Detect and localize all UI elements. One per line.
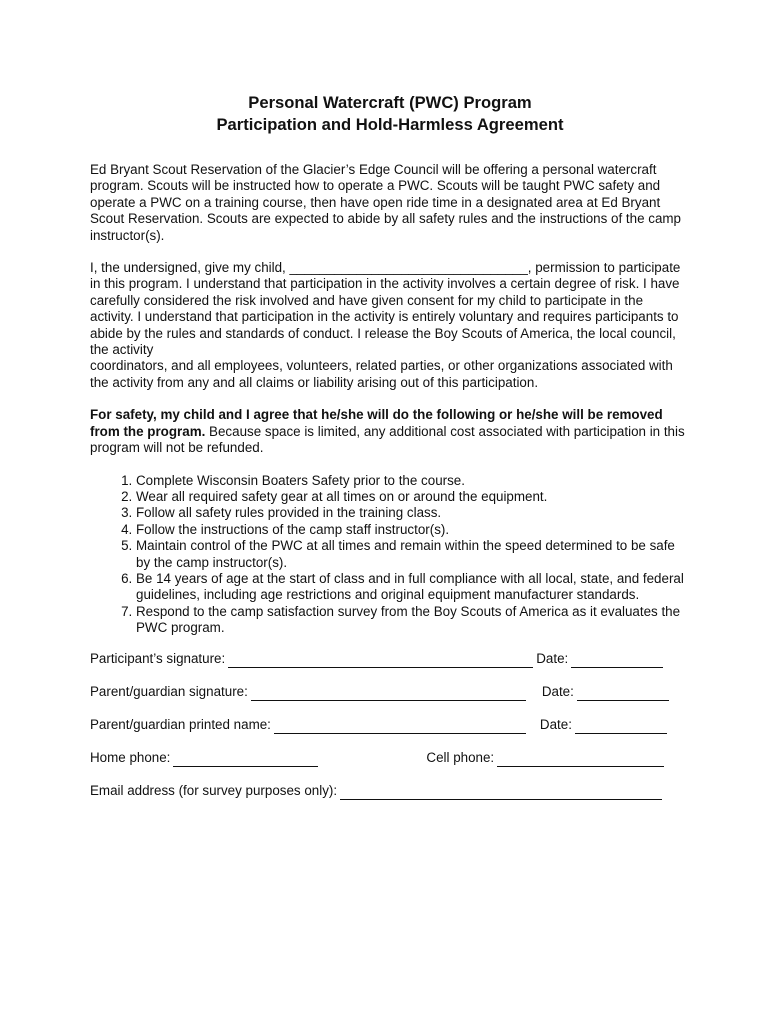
list-item: 5. Maintain control of the PWC at all times and remain within the speed determined to be safe by the camp instructor(s). <box>136 538 690 571</box>
home-phone-label: Home phone: <box>90 750 171 766</box>
parent-date-field[interactable] <box>577 687 669 701</box>
list-item: 7. Respond to the camp satisfaction survey from the Boy Scouts of America as it evaluates the PWC program. <box>136 604 690 637</box>
cell-phone-field[interactable] <box>497 753 664 767</box>
printed-date-label: Date: <box>539 717 572 733</box>
child-name-blank[interactable]: ________________________________ <box>289 260 528 276</box>
phone-row <box>90 751 690 767</box>
email-label: Email address (for survey purposes only): <box>90 783 338 799</box>
participant-signature-label: Participant’s signature: <box>90 651 226 667</box>
consent-start: I, the undersigned, give my child, <box>90 260 290 276</box>
home-phone-field[interactable] <box>173 753 318 767</box>
participant-date-field[interactable] <box>571 654 663 668</box>
parent-printed-name-label: Parent/guardian printed name: <box>90 717 271 733</box>
parent-signature-field[interactable] <box>251 687 526 701</box>
parent-printed-name-row <box>90 718 690 734</box>
consent-rest: , permission to participate in this program. I understand that participation in the activity involves a certain degree of risk. I have carefully considered the risk involved and have given consent for my child to participate in the activity. I understand that participation in the activity is entirely voluntary and requires participants to abide by the rules and standards of conduct. I release the Boy Scouts of America, the local council, the activity <box>90 260 681 358</box>
title-line-2: Participation and Hold-Harmless Agreement <box>216 115 564 134</box>
email-field[interactable] <box>340 786 662 800</box>
safety-rest-text: Because space is limited, any additional cost associated with participation in this program will not be refunded. <box>90 423 685 456</box>
rules-list <box>90 473 690 637</box>
title-line-1: Personal Watercraft (PWC) Program <box>248 93 532 112</box>
consent-paragraph-continued: coordinators, and all employees, volunteers, related parties, or other organizations associated with the activity from any and all claims or liability arising out of this participation. <box>90 358 673 390</box>
document-page <box>90 92 690 817</box>
cell-phone-label: Cell phone: <box>426 750 495 766</box>
parent-date-label: Date: <box>541 684 574 700</box>
email-row <box>90 784 690 800</box>
participant-signature-field[interactable] <box>228 654 533 668</box>
parent-printed-name-field[interactable] <box>274 720 526 734</box>
list-item: 4. Follow the instructions of the camp staff instructor(s). <box>136 522 690 538</box>
list-item: 2. Wear all required safety gear at all times on or around the equipment. <box>136 489 690 505</box>
safety-bold-text: For safety, my child and I agree that he/she will do the following or he/she will be removed from the program. <box>90 407 663 439</box>
intro-paragraph: Ed Bryant Scout Reservation of the Glacier’s Edge Council will be offering a personal watercraft program. Scouts will be instructed how to operate a PWC. Scouts will be taught PWC safety and operate a PWC on a training course, then have open ride time in a designated area at Ed Bryant Scout Reservation. Scouts are expected to abide by all safety rules and the instructions of the camp instructor(s). <box>90 162 682 243</box>
list-item: 1. Complete Wisconsin Boaters Safety prior to the course. <box>136 473 690 489</box>
list-item: 3. Follow all safety rules provided in the training class. <box>136 505 690 521</box>
page-title <box>90 92 690 136</box>
consent-paragraph <box>90 260 690 358</box>
printed-date-field[interactable] <box>575 720 667 734</box>
list-item: 6. Be 14 years of age at the start of class and in full compliance with all local, state, and federal guidelines, including age restrictions and original equipment manufacturer standards. <box>136 571 690 604</box>
safety-paragraph <box>90 407 690 456</box>
parent-signature-label: Parent/guardian signature: <box>90 684 248 700</box>
participant-date-label: Date: <box>536 651 569 667</box>
participant-signature-row <box>90 652 690 668</box>
parent-signature-row <box>90 685 690 701</box>
